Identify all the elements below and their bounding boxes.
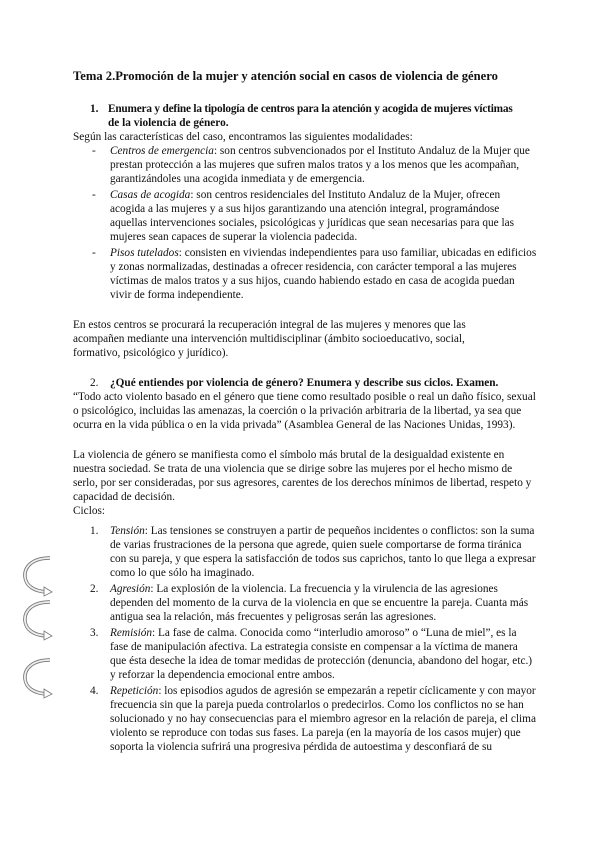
bullet-dash: - bbox=[92, 189, 96, 201]
document-title: Tema 2.Promoción de la mujer y atención social en casos de violencia de género bbox=[73, 69, 498, 83]
curved-arrow-icon bbox=[22, 657, 56, 699]
bullet-text: vivir de forma independiente. bbox=[110, 289, 244, 301]
cycle-text: : Las tensiones se construyen a partir de pequeños incidentes o conflictos: son la suma bbox=[144, 525, 535, 537]
cycle-number: 1. bbox=[90, 525, 99, 537]
cycle-item bbox=[110, 684, 536, 698]
cycle-term: Repetición bbox=[110, 685, 159, 697]
cycle-text: : La explosión de la violencia. La frecuencia y la virulencia de las agresiones bbox=[150, 583, 498, 595]
bullet-text: prestan protección a las mujeres que sufren malos tratos y a los menos que les acompañan, bbox=[110, 159, 520, 171]
paragraph-text: serlo, por ser consideradas, por sus agresores, carentes de los derechos mínimos de libertad, respeto y bbox=[73, 477, 532, 489]
cycle-text: que ésta deseche la idea de tomar medidas de protección (denuncia, abandono del hogar, etc.) bbox=[110, 655, 533, 667]
bullet-item bbox=[110, 188, 500, 202]
quote-text: o psicológico, incluidas las amenazas, la coerción o la privación arbitraria de la libertad, ya sea que bbox=[73, 405, 522, 417]
cycle-item bbox=[110, 582, 498, 596]
ciclos-label: Ciclos: bbox=[73, 505, 106, 517]
cycle-text: fase de manipulación afectiva. La estrategia consiste en compensar a la víctima de manera bbox=[110, 641, 518, 653]
cycle-text: frecuencia sin que la pareja pueda controlarlos o predecirlos. Como los conflictos no se han bbox=[110, 699, 524, 711]
bullet-text: garantizándoles una acogida inmediata y de emergencia. bbox=[110, 173, 365, 185]
bullet-term: Casas de acogida bbox=[110, 189, 191, 201]
intro-text: Según las características del caso, encontramos las siguientes modalidades: bbox=[73, 131, 413, 143]
bullet-text: : consisten en viviendas independientes para uso familiar, ubicadas en edificios bbox=[178, 247, 537, 259]
paragraph-text: En estos centros se procurará la recuperación integral de las mujeres y menores que las bbox=[73, 319, 466, 331]
paragraph-text: capacidad de decisión. bbox=[73, 491, 175, 503]
paragraph-text: formativo, psicológico y jurídico). bbox=[73, 347, 229, 359]
cycle-term: Agresión bbox=[110, 583, 151, 595]
cycle-text: dependen del momento de la curva de la violencia en que se encuentre la pareja. Cuanta más bbox=[110, 597, 529, 609]
bullet-term: Pisos tutelados bbox=[110, 247, 179, 259]
cycle-text: como lo que sólo ha imaginado. bbox=[110, 567, 255, 579]
paragraph-text: nuestra sociedad. Se trata de una violencia que se dirige sobre las mujeres por el hecho mismo de bbox=[73, 463, 513, 475]
cycle-term: Remisión bbox=[110, 627, 153, 639]
question-1-number: 1. bbox=[90, 103, 99, 115]
quote-text: ocurra en la vida pública o en la vida privada” (Asamblea General de las Naciones Unidas, 1993). bbox=[73, 419, 516, 431]
bullet-text: : son centros residenciales del Instituto Andaluz de la Mujer, ofrecen bbox=[190, 189, 501, 201]
bullet-dash: - bbox=[92, 247, 96, 259]
bullet-text: mujeres sean capaces de superar la violencia padecida. bbox=[110, 231, 358, 243]
bullet-text: y zonas normalizadas, destinadas a ofrecer residencia, con carácter temporal a las mujeres bbox=[110, 261, 517, 273]
bullet-text: víctimas de malos tratos y a sus hijos, cuando habiendo estado en casa de acogida puedan bbox=[110, 275, 515, 287]
question-1-heading: de la violencia de género. bbox=[108, 117, 229, 129]
cycle-text: con su pareja, y que espera la satisfacción de todos sus caprichos, tanto lo que llega a expresar bbox=[110, 553, 536, 565]
cycle-text: solucionado y no hay consecuencias para el miembro agresor en la relación de pareja, el clima bbox=[110, 713, 536, 725]
cycle-number: 2. bbox=[90, 583, 99, 595]
cycle-item bbox=[110, 524, 534, 538]
paragraph-text: acompañen mediante una intervención multidisciplinar (ámbito socioeducativo, social, bbox=[73, 333, 465, 345]
bullet-dash: - bbox=[92, 145, 96, 157]
bullet-item bbox=[110, 144, 530, 158]
cycle-text: soporta la violencia sufrirá una progresiva pérdida de autoestima y desconfiará de su bbox=[110, 741, 493, 753]
curved-arrow-icon bbox=[22, 599, 56, 641]
bullet-text: : son centros subvencionados por el Instituto Andaluz de la Mujer que bbox=[213, 145, 530, 157]
bullet-text: aquellas intervenciones sociales, psicológicas y jurídicas que sean necesarias para que las bbox=[110, 217, 515, 229]
cycle-text: de varias frustraciones de la persona que agrede, quien suele comportarse de forma tiránica bbox=[110, 539, 522, 551]
cycle-text: antigua sea la relación, más frecuentes y peligrosas serán las agresiones. bbox=[110, 611, 437, 623]
question-2-number: 2. bbox=[90, 377, 99, 389]
quote-text: “Todo acto violento basado en el género que tiene como resultado posible o real un daño físico, sexual bbox=[73, 391, 536, 403]
cycle-text: violento se reproduce con todas sus fases. La pareja (en la mayoría de los casos mujer) que bbox=[110, 727, 521, 739]
cycle-text: : La fase de calma. Conocida como “interludio amoroso” o “Luna de miel”, es la bbox=[152, 627, 517, 639]
question-1-heading: Enumera y define la tipología de centros para la atención y acogida de mujeres víctimas bbox=[108, 103, 513, 115]
bullet-item bbox=[110, 246, 536, 260]
cycle-text: : los episodios agudos de agresión se empezarán a repetir cíclicamente y con mayor bbox=[158, 685, 536, 697]
cycle-number: 4. bbox=[90, 685, 99, 697]
cycle-term: Tensión bbox=[110, 525, 145, 537]
bullet-text: acogida a las mujeres y a sus hijos garantizando una atención integral, programándose bbox=[110, 203, 500, 215]
cycle-number: 3. bbox=[90, 627, 99, 639]
bullet-term: Centros de emergencia bbox=[110, 145, 214, 157]
cycle-text: y reforzar la dependencia emocional entre ambos. bbox=[110, 669, 335, 681]
cycle-item bbox=[110, 626, 517, 640]
curved-arrow-icon bbox=[22, 555, 56, 597]
question-2-heading: ¿Qué entiendes por violencia de género? Enumera y describe sus ciclos. Examen. bbox=[110, 377, 499, 389]
paragraph-text: La violencia de género se manifiesta como el símbolo más brutal de la desigualdad existente en bbox=[73, 449, 505, 461]
